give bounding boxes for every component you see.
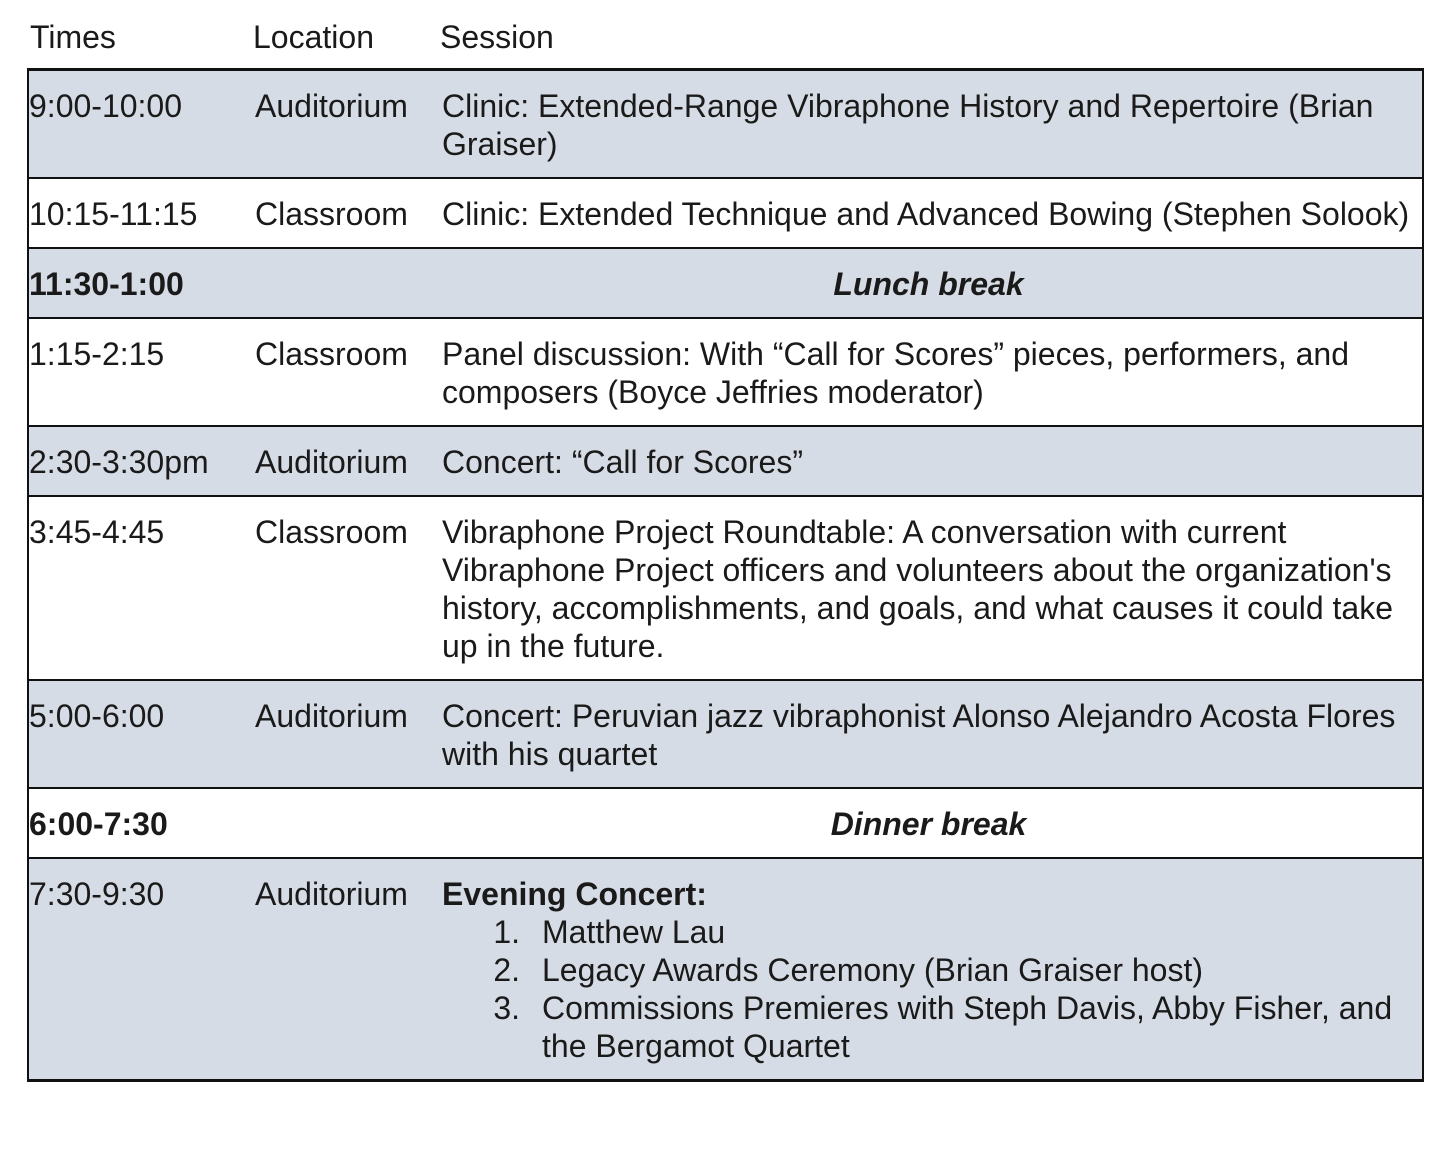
row-time: 9:00-10:00 bbox=[29, 88, 183, 124]
table-row bbox=[29, 857, 1422, 1079]
list-item bbox=[442, 989, 1412, 1065]
row-location: Classroom bbox=[255, 336, 408, 372]
row-time: 5:00-6:00 bbox=[29, 698, 165, 734]
row-time: 6:00-7:30 bbox=[29, 806, 168, 842]
row-time: 3:45-4:45 bbox=[29, 514, 165, 550]
list-item-number: 3. bbox=[493, 990, 520, 1026]
break-label: Lunch break bbox=[833, 266, 1024, 302]
break-row-dinner bbox=[29, 787, 1422, 857]
evening-concert-title: Evening Concert: bbox=[442, 876, 707, 912]
row-time: 1:15-2:15 bbox=[29, 336, 165, 372]
list-item-text: Legacy Awards Ceremony (Brian Graiser host) bbox=[542, 952, 1204, 988]
row-location: Auditorium bbox=[255, 444, 408, 480]
table-row bbox=[29, 71, 1422, 177]
row-session: Vibraphone Project Roundtable: A conversation with current Vibraphone Project officers and volunteers about the organization's history, accomplishments, and goals, and what causes it could take up in the future. bbox=[442, 514, 1394, 664]
row-session: Clinic: Extended Technique and Advanced Bowing (Stephen Solook) bbox=[442, 196, 1410, 232]
list-item-number: 2. bbox=[493, 952, 520, 988]
table-row bbox=[29, 317, 1422, 425]
list-item-text: Matthew Lau bbox=[542, 914, 726, 950]
table-row bbox=[29, 679, 1422, 787]
row-time: 10:15-11:15 bbox=[29, 196, 198, 232]
table-row bbox=[29, 177, 1422, 247]
break-label: Dinner break bbox=[830, 806, 1027, 842]
row-location: Auditorium bbox=[255, 876, 408, 912]
header-location: Location bbox=[253, 19, 374, 55]
list-item bbox=[442, 951, 1412, 989]
schedule bbox=[27, 14, 1424, 1082]
list-item bbox=[442, 913, 1412, 951]
row-time: 11:30-1:00 bbox=[29, 266, 184, 302]
table-row bbox=[29, 495, 1422, 679]
table-row bbox=[29, 425, 1422, 495]
header-times: Times bbox=[30, 19, 116, 55]
row-location: Classroom bbox=[255, 196, 408, 232]
row-location: Auditorium bbox=[255, 88, 408, 124]
row-session: Clinic: Extended-Range Vibraphone History and Repertoire (Brian Graiser) bbox=[442, 88, 1374, 162]
row-location: Classroom bbox=[255, 514, 408, 550]
break-row-lunch bbox=[29, 247, 1422, 317]
row-session: Concert: Peruvian jazz vibraphonist Alonso Alejandro Acosta Flores with his quartet bbox=[442, 698, 1396, 772]
evening-concert-list bbox=[442, 913, 1412, 1065]
row-session: Panel discussion: With “Call for Scores” pieces, performers, and composers (Boyce Jeffries moderator) bbox=[442, 336, 1350, 410]
row-session bbox=[442, 875, 1422, 1065]
row-time: 7:30-9:30 bbox=[29, 876, 165, 912]
row-location: Auditorium bbox=[255, 698, 408, 734]
row-session: Concert: “Call for Scores” bbox=[442, 444, 803, 480]
table-header bbox=[27, 14, 1424, 68]
schedule-table bbox=[27, 68, 1424, 1082]
row-time: 2:30-3:30pm bbox=[29, 444, 209, 480]
header-session: Session bbox=[440, 19, 554, 55]
list-item-text: Commissions Premieres with Steph Davis, Abby Fisher, and the Bergamot Quartet bbox=[542, 990, 1393, 1064]
list-item-number: 1. bbox=[493, 914, 520, 950]
